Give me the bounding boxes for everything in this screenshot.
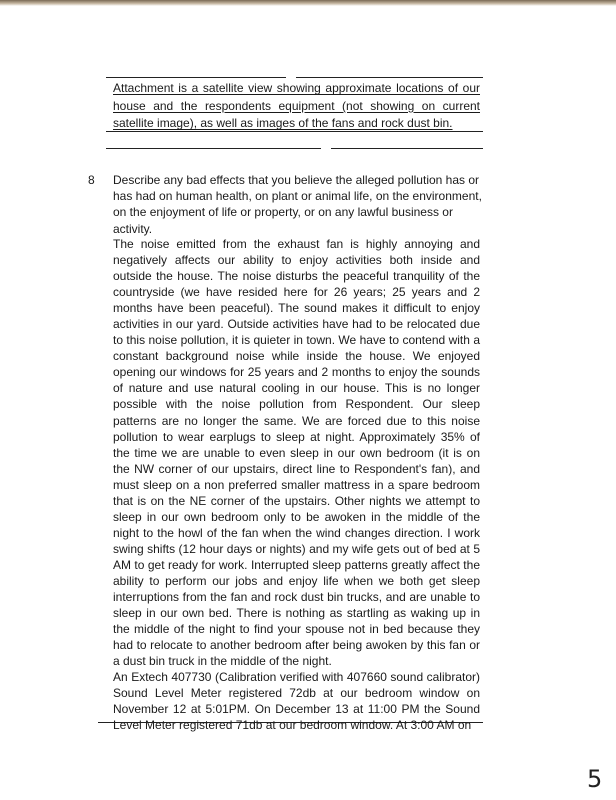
top-rule-left (106, 77, 286, 78)
attachment-bottom-rule (106, 131, 483, 132)
question-text: Describe any bad effects that you believe the alleged pollution has or has had on human health, on plant or animal life, on the environment, on the enjoyment of life or property, or on any lawful business or activity. (113, 173, 482, 236)
lower-rule (98, 722, 483, 723)
separator-rule-right (331, 148, 483, 149)
question-number: 8 (88, 173, 95, 187)
page-top-edge (0, 0, 616, 6)
answer-body (113, 236, 480, 733)
separator-rule-left (106, 148, 321, 149)
answer-paragraph-1: The noise emitted from the exhaust fan is highly annoying and negatively affects our ability to enjoy activities both inside and outside the house. The noise disturbs the peaceful tranquility of the countryside (we have resided here for 26 years; 25 years and 2 months have been peaceful). The sound makes it difficult to enjoy activities in our yard. Outside activities have had to be relocated due to this noise pollution, it is quieter in town. We have to contend with a constant background noise while inside the house. We enjoyed opening our windows for 25 years and 2 months to enjoy the sounds of nature and use natural cooling in our house. This is no longer possible with the noise pollution from Respondent. Our sleep patterns are no longer the same. We are forced due to this noise pollution to wear earplugs to sleep at night. Approximately 35% of the time we are unable to even sleep in our own bedroom (it is on the NW corner of our upstairs, direct line to Respondent's fan), and must sleep on a non preferred smaller mattress in a spare bedroom that is on the NE corner of the upstairs. Other nights we attempt to sleep in our own bedroom only to be awoken in the middle of the night to the howl of the fan when the wind changes direction. I work swing shifts (12 hour days or nights) and my wife gets out of bed at 5 AM to get ready for work. Interrupted sleep patterns greatly affect the ability to perform our jobs and enjoy life when we both get sleep interruptions from the fan and rock dust bin trucks, and are unable to sleep in our own bed. There is nothing as startling as waking up in the middle of the night to find your spouse not in bed because they had to relocate to another bedroom after being awoken by this fan or a dust bin truck in the middle of the night. (113, 237, 480, 669)
answer-paragraph-2: An Extech 407730 (Calibration verified with 407660 sound calibrator) Sound Level Meter registered 72db at our bedroom window on November 12 at 5:01PM. On December 13 at 11:00 PM the Sound Level Meter registered 71db at our bedroom window. At 3:00 AM on (113, 670, 480, 733)
page-number: 5 (587, 765, 603, 793)
attachment-note: Attachment is a satellite view showing approximate locations of our house and the respondents equipment (not showing on current satellite image), as well as images of the fans and rock dust bin. (113, 81, 480, 131)
top-rule-right (296, 77, 483, 78)
